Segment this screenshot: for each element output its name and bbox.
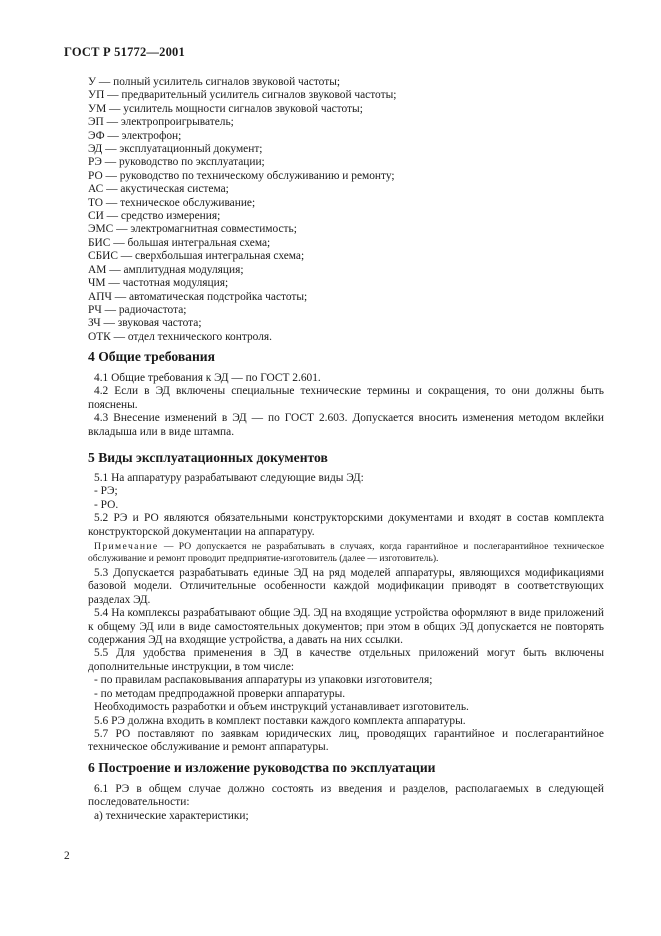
section-4-heading: 4 Общие требования (88, 349, 215, 364)
list-item: - по методам предпродажной проверки аппаратуры. (94, 687, 346, 700)
paragraph-4-2: 4.2 Если в ЭД включены специальные технические термины и сокращения, то они должны быть пояснены. (88, 385, 604, 411)
document-header: ГОСТ Р 51772—2001 (64, 45, 185, 59)
paragraph-5-note: Необходимость разработки и объем инструкций устанавливает изготовитель. (94, 701, 469, 714)
list-item: УМ — усилитель мощности сигналов звуковой частоты; (88, 102, 363, 115)
paragraph-5-3: 5.3 Допускается разрабатывать единые ЭД на ряд моделей аппаратуры, являющихся модификациями базовой модели. Отличительные особенности каждой модификации приводят в соответствующих разделах ЭД. (88, 567, 604, 606)
list-item: АС — акустическая система; (88, 183, 229, 196)
list-item: а) технические характеристики; (94, 809, 249, 822)
list-item: ЗЧ — звуковая частота; (88, 317, 202, 330)
paragraph-5-4: 5.4 На комплексы разрабатывают общие ЭД. ЭД на входящие устройства оформляют в виде приложений к общему ЭД или в виде самостоятельных документов; при этом в общих ЭД допускается не повторять содержания ЭД на входящие устройства, а давать на них ссылки. (88, 607, 604, 647)
list-item: СБИС — сверхбольшая интегральная схема; (88, 250, 305, 263)
list-item: РЭ — руководство по эксплуатации; (88, 156, 265, 169)
list-item: У — полный усилитель сигналов звуковой частоты; (88, 76, 341, 88)
section-6-heading: 6 Построение и изложение руководства по эксплуатации (88, 760, 436, 775)
list-item: ЭП — электропроигрыватель; (88, 116, 234, 129)
list-item: - по правилам распаковывания аппаратуры из упаковки изготовителя; (94, 674, 433, 687)
list-item: РО — руководство по техническому обслуживанию и ремонту; (88, 169, 395, 182)
list-item: АМ — амплитудная модуляция; (88, 263, 244, 276)
document-body (88, 76, 604, 822)
paragraph-5-5: 5.5 Для удобства применения в ЭД в качестве отдельных приложений могут быть включены дополнительные инструкции, в том числе: (88, 647, 604, 673)
note-text: — РО допускается не разрабатывать в случаях, когда гарантийное и послегарантийное техническое обслуживание и ремонт проводит предприятие-изготовитель (далее — изготовитель). (88, 541, 604, 565)
section-5-body (88, 472, 604, 755)
list-item: ЧМ — частотная модуляция; (88, 277, 229, 290)
list-item: ЭМС — электромагнитная совместимость; (88, 223, 297, 236)
list-item: ЭД — эксплуатационный документ; (88, 143, 263, 156)
paragraph-4-3: 4.3 Внесение изменений в ЭД — по ГОСТ 2.603. Допускается вносить изменения методом вклейки вкладыша или в виде штампа. (88, 412, 604, 438)
section-4-body (88, 372, 604, 439)
paragraph-5-7: 5.7 РО поставляют по заявкам юридических лиц, проводящих гарантийное и послегарантийное техническое обслуживание и ремонт аппаратуры. (88, 727, 604, 754)
list-item: - РЭ; (94, 485, 118, 498)
list-item: - РО. (94, 498, 119, 511)
paragraph-5-1: 5.1 На аппаратуру разрабатывают следующие виды ЭД: (94, 472, 364, 484)
section-5-heading: 5 Виды эксплуатационных документов (88, 450, 328, 465)
paragraph-5-6: 5.6 РЭ должна входить в комплект поставки каждого комплекта аппаратуры. (94, 714, 466, 727)
list-item: РЧ — радиочастота; (88, 303, 187, 316)
note (88, 541, 604, 565)
paragraph-6-1: 6.1 РЭ в общем случае должно состоять из введения и разделов, располагаемых в следующей последовательности: (88, 783, 604, 809)
list-item: АПЧ — автоматическая подстройка частоты; (88, 290, 308, 303)
list-item: ЭФ — электрофон; (88, 129, 182, 142)
list-item: БИС — большая интегральная схема; (88, 236, 271, 249)
paragraph-4-1: 4.1 Общие требования к ЭД — по ГОСТ 2.601. (94, 372, 321, 384)
paragraph-5-2: 5.2 РЭ и РО являются обязательными конструкторскими документами и входят в состав комплекта конструкторской документации на аппаратуру. (88, 512, 604, 538)
abbreviation-list (88, 76, 604, 344)
list-item: СИ — средство измерения; (88, 210, 221, 223)
list-item: ТО — техническое обслуживание; (88, 196, 256, 209)
list-item: УП — предварительный усилитель сигналов звуковой частоты; (88, 89, 397, 102)
section-6-body (88, 783, 604, 823)
list-item: ОТК — отдел технического контроля. (88, 330, 272, 343)
page-number: 2 (64, 850, 70, 862)
note-label: Примечание (94, 541, 159, 553)
